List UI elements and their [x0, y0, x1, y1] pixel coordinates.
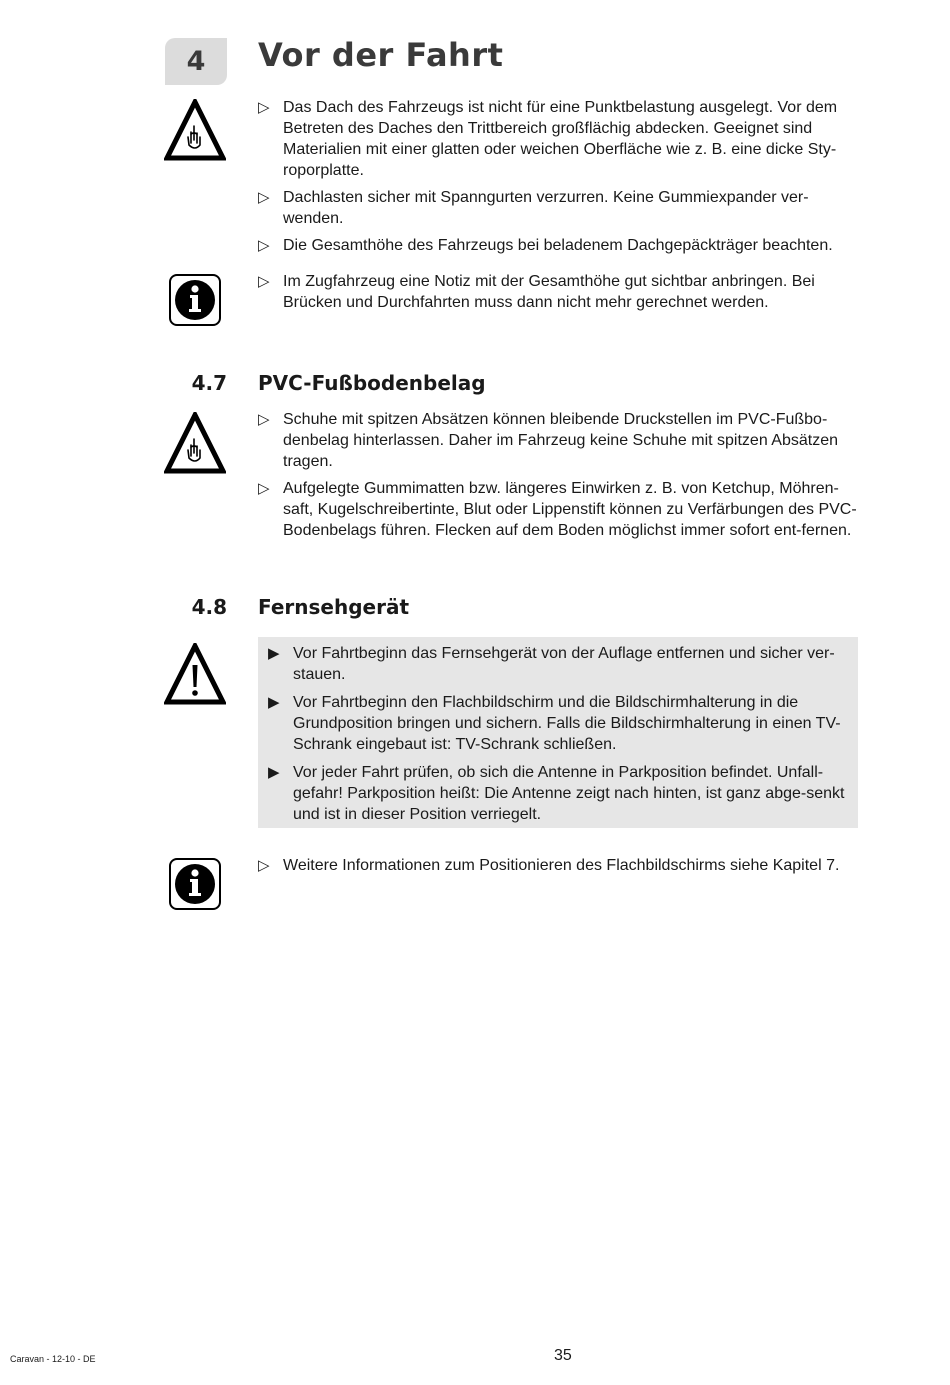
hollow-triangle-icon: ▷ — [258, 237, 270, 254]
hollow-triangle-icon: ▷ — [258, 99, 270, 116]
intro-info-list — [258, 271, 862, 319]
filled-triangle-icon: ▶ — [268, 645, 280, 662]
hollow-triangle-icon: ▷ — [258, 411, 270, 428]
list-item: ▶ Vor jeder Fahrt prüfen, ob sich die Antenne in Parkposition befindet. Unfall-gefahr! Parkposition heißt: Die Antenne zeigt nach hinten, ist ganz abge-senkt und ist in dieser Position verriegelt. — [268, 764, 845, 823]
hollow-triangle-icon: ▷ — [258, 189, 270, 206]
list-item: ▷ Schuhe mit spitzen Absätzen können bleibende Druckstellen im PVC-Fußbo-denbelag hinterlassen. Daher im Fahrzeug keine Schuhe mit spitzen Absätzen tragen. — [258, 411, 838, 470]
filled-triangle-icon: ▶ — [268, 694, 280, 711]
section-title: PVC-Fußbodenbelag — [258, 371, 486, 395]
tv-warning-list — [258, 637, 858, 825]
pvc-floor-list — [258, 409, 862, 547]
intro-warning-list — [258, 97, 862, 262]
section-title: Fernsehgerät — [258, 595, 410, 619]
warning-exclamation-icon — [164, 643, 226, 705]
info-icon — [168, 857, 222, 911]
warning-hand-icon — [164, 412, 226, 474]
chapter-title: Vor der Fahrt — [258, 36, 504, 74]
list-item: ▷ Aufgelegte Gummimatten bzw. längeres Einwirken z. B. von Ketchup, Möhren-saft, Kugelschreibertinte, Blut oder Lippenstift können zu Verfärbungen des PVC-Bodenbelags führen. Flecken auf dem Boden möglichst immer sofort ent-fernen. — [258, 480, 857, 539]
section-number: 4.7 — [191, 371, 227, 395]
hollow-triangle-icon: ▷ — [258, 857, 270, 874]
warning-box — [258, 637, 858, 828]
info-icon — [168, 273, 222, 327]
hollow-triangle-icon: ▷ — [258, 480, 270, 497]
tv-info-list — [258, 855, 862, 882]
list-item: ▷ Die Gesamthöhe des Fahrzeugs bei beladenem Dachgepäckträger beachten. — [258, 237, 833, 254]
chapter-number: 4 — [165, 38, 227, 85]
list-item: ▶ Vor Fahrtbeginn den Flachbildschirm und die Bildschirmhalterung in die Grundposition bringen und sichern. Falls die Bildschirmhalterung in einen TV-Schrank eingebaut ist: TV-Schrank schließen. — [268, 694, 841, 753]
list-item: ▶ Vor Fahrtbeginn das Fernsehgerät von der Auflage entfernen und sicher ver-stauen. — [268, 645, 835, 683]
list-item: ▷ Im Zugfahrzeug eine Notiz mit der Gesamthöhe gut sichtbar anbringen. Bei Brücken und Durchfahrten muss dann nicht mehr gerechnet werden. — [258, 273, 815, 311]
filled-triangle-icon: ▶ — [268, 764, 280, 781]
hollow-triangle-icon: ▷ — [258, 273, 270, 290]
page-number: 35 — [554, 1347, 572, 1364]
list-item: ▷ Das Dach des Fahrzeugs ist nicht für eine Punktbelastung ausgelegt. Vor dem Betreten des Daches den Trittbereich großflächig abdecken. Geeignet sind Materialien mit einer glatten oder weichen Oberfläche wie z. B. eine dicke Sty-roporplatte. — [258, 99, 838, 179]
list-item: ▷ Weitere Informationen zum Positionieren des Flachbildschirms siehe Kapitel 7. — [258, 857, 840, 874]
section-number: 4.8 — [191, 595, 227, 619]
warning-hand-icon — [164, 99, 226, 161]
footer-document-id: Caravan - 12-10 - DE — [10, 1354, 96, 1364]
list-item: ▷ Dachlasten sicher mit Spanngurten verzurren. Keine Gummiexpander ver-wenden. — [258, 189, 809, 227]
